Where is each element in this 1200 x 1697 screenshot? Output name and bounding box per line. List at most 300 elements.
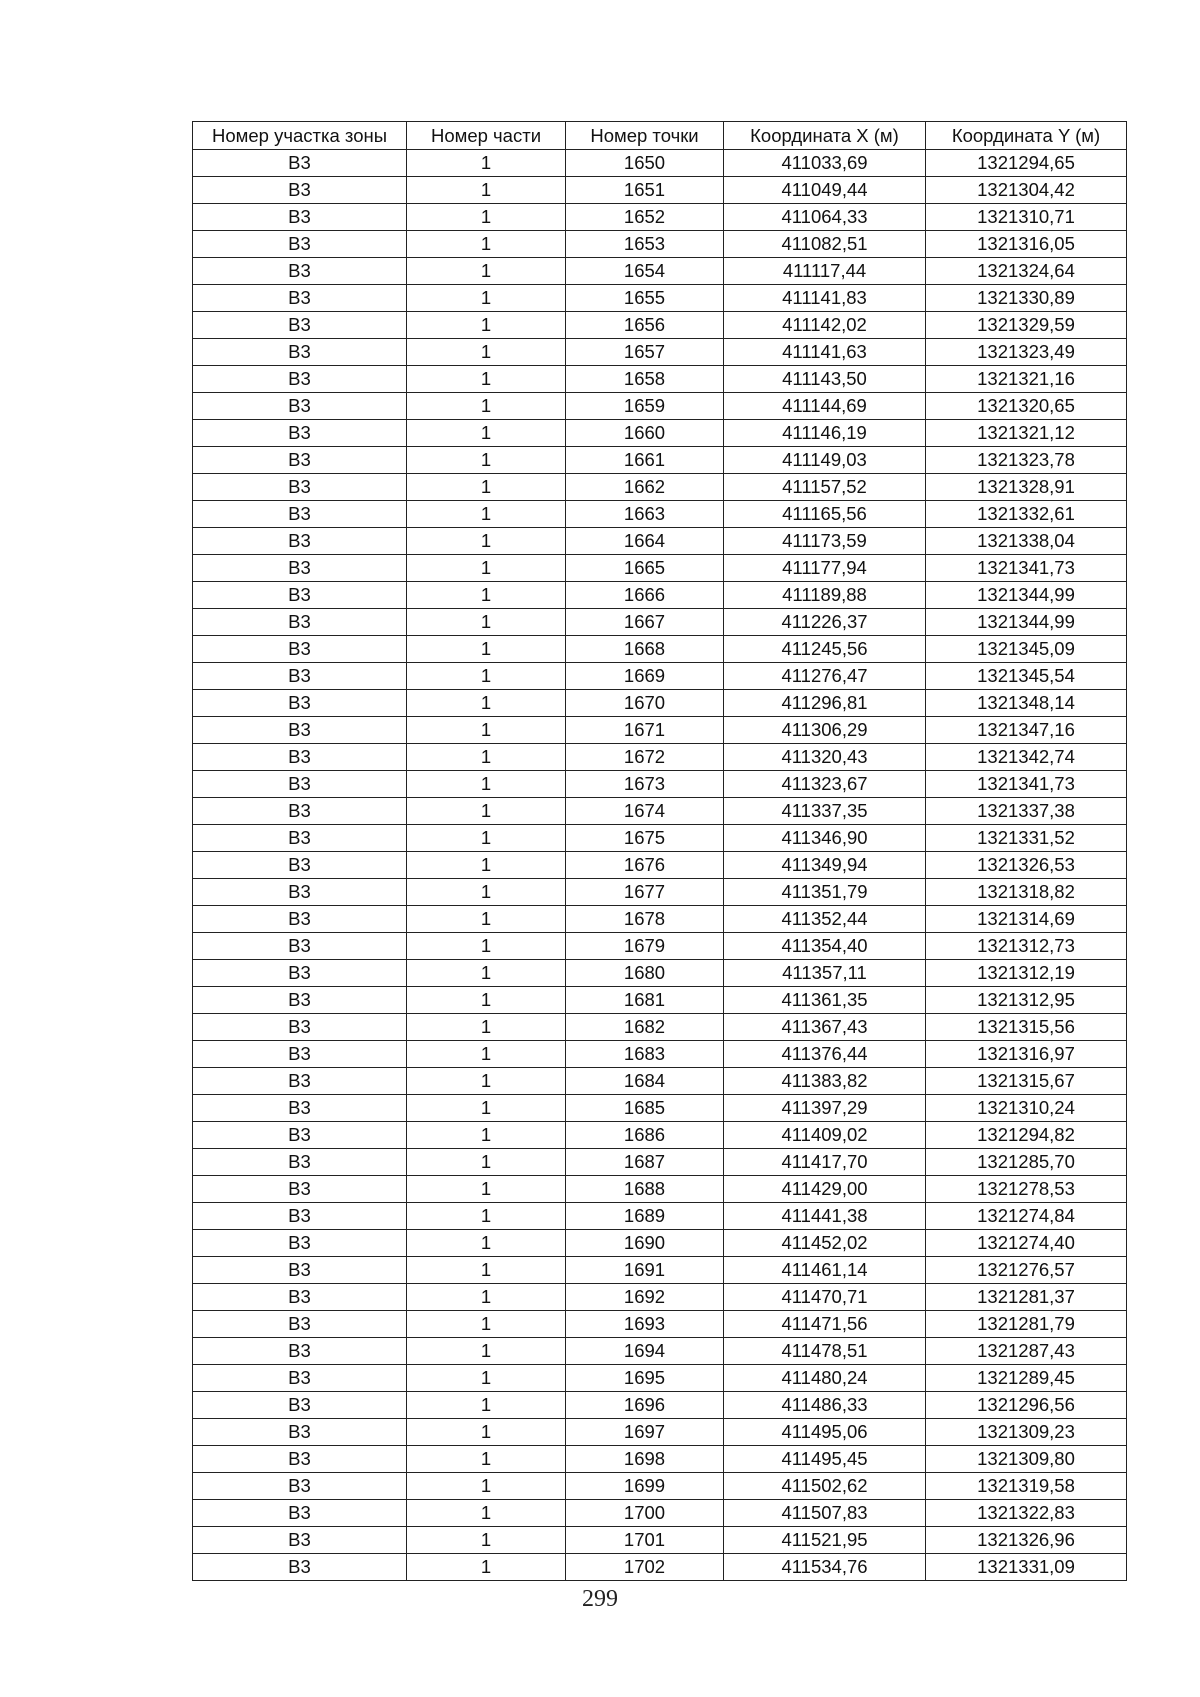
cell-part-number: 1 <box>407 609 566 636</box>
cell-point-number: 1701 <box>566 1527 724 1554</box>
cell-coordinate-y: 1321310,71 <box>926 204 1127 231</box>
cell-zone-section: В3 <box>193 1284 407 1311</box>
table-row <box>193 1095 1127 1122</box>
cell-coordinate-x: 411082,51 <box>724 231 926 258</box>
cell-coordinate-x: 411429,00 <box>724 1176 926 1203</box>
cell-zone-section: В3 <box>193 1554 407 1581</box>
cell-point-number: 1681 <box>566 987 724 1014</box>
cell-coordinate-x: 411142,02 <box>724 312 926 339</box>
cell-part-number: 1 <box>407 1203 566 1230</box>
cell-part-number: 1 <box>407 1014 566 1041</box>
cell-part-number: 1 <box>407 204 566 231</box>
cell-coordinate-y: 1321281,37 <box>926 1284 1127 1311</box>
cell-coordinate-y: 1321321,12 <box>926 420 1127 447</box>
cell-point-number: 1693 <box>566 1311 724 1338</box>
cell-part-number: 1 <box>407 744 566 771</box>
cell-coordinate-x: 411461,14 <box>724 1257 926 1284</box>
cell-point-number: 1664 <box>566 528 724 555</box>
cell-coordinate-x: 411049,44 <box>724 177 926 204</box>
cell-zone-section: В3 <box>193 150 407 177</box>
table-row <box>193 1257 1127 1284</box>
cell-coordinate-y: 1321348,14 <box>926 690 1127 717</box>
cell-coordinate-y: 1321294,82 <box>926 1122 1127 1149</box>
table-row <box>193 798 1127 825</box>
cell-part-number: 1 <box>407 312 566 339</box>
cell-zone-section: В3 <box>193 690 407 717</box>
page-number: 299 <box>582 1586 618 1612</box>
cell-zone-section: В3 <box>193 798 407 825</box>
cell-zone-section: В3 <box>193 1176 407 1203</box>
cell-zone-section: В3 <box>193 744 407 771</box>
header-coordinate-x: Координата X (м) <box>724 122 926 150</box>
cell-part-number: 1 <box>407 798 566 825</box>
cell-part-number: 1 <box>407 1257 566 1284</box>
cell-coordinate-y: 1321296,56 <box>926 1392 1127 1419</box>
cell-part-number: 1 <box>407 474 566 501</box>
cell-coordinate-y: 1321329,59 <box>926 312 1127 339</box>
table-row <box>193 312 1127 339</box>
cell-point-number: 1653 <box>566 231 724 258</box>
cell-coordinate-x: 411495,45 <box>724 1446 926 1473</box>
cell-point-number: 1678 <box>566 906 724 933</box>
cell-coordinate-y: 1321342,74 <box>926 744 1127 771</box>
cell-zone-section: В3 <box>193 609 407 636</box>
cell-part-number: 1 <box>407 285 566 312</box>
cell-zone-section: В3 <box>193 1527 407 1554</box>
cell-zone-section: В3 <box>193 987 407 1014</box>
cell-part-number: 1 <box>407 501 566 528</box>
cell-coordinate-x: 411144,69 <box>724 393 926 420</box>
cell-coordinate-y: 1321324,64 <box>926 258 1127 285</box>
cell-coordinate-x: 411146,19 <box>724 420 926 447</box>
header-part-number: Номер части <box>407 122 566 150</box>
cell-coordinate-y: 1321318,82 <box>926 879 1127 906</box>
cell-zone-section: В3 <box>193 258 407 285</box>
cell-coordinate-x: 411502,62 <box>724 1473 926 1500</box>
cell-zone-section: В3 <box>193 474 407 501</box>
cell-part-number: 1 <box>407 717 566 744</box>
cell-point-number: 1697 <box>566 1419 724 1446</box>
cell-zone-section: В3 <box>193 420 407 447</box>
cell-zone-section: В3 <box>193 1338 407 1365</box>
cell-zone-section: В3 <box>193 1230 407 1257</box>
cell-zone-section: В3 <box>193 1257 407 1284</box>
cell-coordinate-x: 411441,38 <box>724 1203 926 1230</box>
cell-part-number: 1 <box>407 1284 566 1311</box>
cell-point-number: 1660 <box>566 420 724 447</box>
cell-part-number: 1 <box>407 258 566 285</box>
table-row <box>193 852 1127 879</box>
cell-part-number: 1 <box>407 1473 566 1500</box>
header-point-number: Номер точки <box>566 122 724 150</box>
cell-point-number: 1695 <box>566 1365 724 1392</box>
cell-coordinate-x: 411117,44 <box>724 258 926 285</box>
cell-zone-section: В3 <box>193 1068 407 1095</box>
cell-coordinate-y: 1321309,80 <box>926 1446 1127 1473</box>
table-row <box>193 717 1127 744</box>
cell-coordinate-y: 1321274,84 <box>926 1203 1127 1230</box>
table-row <box>193 420 1127 447</box>
cell-coordinate-x: 411323,67 <box>724 771 926 798</box>
cell-coordinate-y: 1321316,97 <box>926 1041 1127 1068</box>
cell-coordinate-x: 411521,95 <box>724 1527 926 1554</box>
table-row <box>193 771 1127 798</box>
cell-point-number: 1696 <box>566 1392 724 1419</box>
cell-part-number: 1 <box>407 582 566 609</box>
cell-part-number: 1 <box>407 150 566 177</box>
cell-zone-section: В3 <box>193 447 407 474</box>
cell-coordinate-x: 411352,44 <box>724 906 926 933</box>
table-row <box>193 1500 1127 1527</box>
cell-coordinate-x: 411471,56 <box>724 1311 926 1338</box>
table-row <box>193 1203 1127 1230</box>
cell-point-number: 1666 <box>566 582 724 609</box>
cell-zone-section: В3 <box>193 1095 407 1122</box>
cell-coordinate-x: 411486,33 <box>724 1392 926 1419</box>
table-row <box>193 960 1127 987</box>
cell-coordinate-y: 1321321,16 <box>926 366 1127 393</box>
cell-coordinate-x: 411417,70 <box>724 1149 926 1176</box>
cell-part-number: 1 <box>407 1230 566 1257</box>
cell-point-number: 1651 <box>566 177 724 204</box>
cell-part-number: 1 <box>407 690 566 717</box>
cell-zone-section: В3 <box>193 771 407 798</box>
cell-point-number: 1685 <box>566 1095 724 1122</box>
cell-point-number: 1675 <box>566 825 724 852</box>
cell-part-number: 1 <box>407 231 566 258</box>
table-row <box>193 636 1127 663</box>
cell-part-number: 1 <box>407 1419 566 1446</box>
cell-coordinate-y: 1321309,23 <box>926 1419 1127 1446</box>
cell-part-number: 1 <box>407 1338 566 1365</box>
cell-coordinate-y: 1321341,73 <box>926 771 1127 798</box>
cell-coordinate-x: 411478,51 <box>724 1338 926 1365</box>
table-row <box>193 906 1127 933</box>
table-header-row <box>193 122 1127 150</box>
cell-part-number: 1 <box>407 339 566 366</box>
table-row <box>193 1311 1127 1338</box>
cell-point-number: 1684 <box>566 1068 724 1095</box>
cell-part-number: 1 <box>407 663 566 690</box>
cell-zone-section: В3 <box>193 852 407 879</box>
table-row <box>193 1338 1127 1365</box>
cell-zone-section: В3 <box>193 1446 407 1473</box>
cell-point-number: 1702 <box>566 1554 724 1581</box>
cell-coordinate-x: 411367,43 <box>724 1014 926 1041</box>
cell-coordinate-y: 1321337,38 <box>926 798 1127 825</box>
cell-part-number: 1 <box>407 1041 566 1068</box>
cell-zone-section: В3 <box>193 393 407 420</box>
cell-coordinate-x: 411276,47 <box>724 663 926 690</box>
cell-point-number: 1657 <box>566 339 724 366</box>
cell-point-number: 1691 <box>566 1257 724 1284</box>
cell-point-number: 1698 <box>566 1446 724 1473</box>
cell-point-number: 1654 <box>566 258 724 285</box>
cell-zone-section: В3 <box>193 339 407 366</box>
cell-part-number: 1 <box>407 1554 566 1581</box>
cell-point-number: 1694 <box>566 1338 724 1365</box>
cell-coordinate-y: 1321304,42 <box>926 177 1127 204</box>
cell-point-number: 1669 <box>566 663 724 690</box>
cell-coordinate-y: 1321338,04 <box>926 528 1127 555</box>
table-row <box>193 1446 1127 1473</box>
table-row <box>193 204 1127 231</box>
cell-coordinate-y: 1321345,09 <box>926 636 1127 663</box>
coordinates-table <box>192 121 1127 1581</box>
cell-point-number: 1682 <box>566 1014 724 1041</box>
cell-zone-section: В3 <box>193 1311 407 1338</box>
cell-coordinate-y: 1321326,53 <box>926 852 1127 879</box>
cell-zone-section: В3 <box>193 1041 407 1068</box>
cell-point-number: 1687 <box>566 1149 724 1176</box>
cell-part-number: 1 <box>407 636 566 663</box>
table-row <box>193 744 1127 771</box>
cell-coordinate-x: 411157,52 <box>724 474 926 501</box>
table-row <box>193 690 1127 717</box>
cell-coordinate-y: 1321332,61 <box>926 501 1127 528</box>
header-zone-section: Номер участка зоны <box>193 122 407 150</box>
cell-coordinate-y: 1321341,73 <box>926 555 1127 582</box>
cell-coordinate-x: 411354,40 <box>724 933 926 960</box>
cell-zone-section: В3 <box>193 582 407 609</box>
table-row <box>193 987 1127 1014</box>
cell-point-number: 1676 <box>566 852 724 879</box>
cell-coordinate-x: 411143,50 <box>724 366 926 393</box>
cell-part-number: 1 <box>407 771 566 798</box>
cell-point-number: 1668 <box>566 636 724 663</box>
cell-point-number: 1663 <box>566 501 724 528</box>
cell-coordinate-x: 411480,24 <box>724 1365 926 1392</box>
cell-part-number: 1 <box>407 1500 566 1527</box>
cell-zone-section: В3 <box>193 204 407 231</box>
cell-coordinate-y: 1321315,67 <box>926 1068 1127 1095</box>
cell-point-number: 1692 <box>566 1284 724 1311</box>
cell-coordinate-x: 411351,79 <box>724 879 926 906</box>
table-row <box>193 528 1127 555</box>
cell-point-number: 1670 <box>566 690 724 717</box>
table-row <box>193 1284 1127 1311</box>
cell-part-number: 1 <box>407 555 566 582</box>
cell-point-number: 1680 <box>566 960 724 987</box>
cell-coordinate-x: 411470,71 <box>724 1284 926 1311</box>
cell-coordinate-y: 1321314,69 <box>926 906 1127 933</box>
cell-part-number: 1 <box>407 1392 566 1419</box>
cell-zone-section: В3 <box>193 663 407 690</box>
cell-coordinate-x: 411495,06 <box>724 1419 926 1446</box>
cell-point-number: 1650 <box>566 150 724 177</box>
table-row <box>193 1527 1127 1554</box>
table-row <box>193 1122 1127 1149</box>
cell-coordinate-x: 411165,56 <box>724 501 926 528</box>
cell-part-number: 1 <box>407 987 566 1014</box>
cell-point-number: 1686 <box>566 1122 724 1149</box>
cell-zone-section: В3 <box>193 636 407 663</box>
cell-coordinate-x: 411177,94 <box>724 555 926 582</box>
cell-part-number: 1 <box>407 447 566 474</box>
cell-point-number: 1656 <box>566 312 724 339</box>
cell-part-number: 1 <box>407 1149 566 1176</box>
cell-point-number: 1679 <box>566 933 724 960</box>
cell-point-number: 1658 <box>566 366 724 393</box>
cell-zone-section: В3 <box>193 825 407 852</box>
cell-part-number: 1 <box>407 825 566 852</box>
cell-coordinate-y: 1321345,54 <box>926 663 1127 690</box>
cell-coordinate-x: 411534,76 <box>724 1554 926 1581</box>
cell-coordinate-y: 1321276,57 <box>926 1257 1127 1284</box>
table-row <box>193 1176 1127 1203</box>
table-row <box>193 1230 1127 1257</box>
cell-coordinate-y: 1321322,83 <box>926 1500 1127 1527</box>
table-row <box>193 1365 1127 1392</box>
cell-coordinate-y: 1321344,99 <box>926 582 1127 609</box>
cell-coordinate-y: 1321316,05 <box>926 231 1127 258</box>
cell-coordinate-x: 411296,81 <box>724 690 926 717</box>
cell-coordinate-y: 1321289,45 <box>926 1365 1127 1392</box>
cell-zone-section: В3 <box>193 1365 407 1392</box>
table-row <box>193 258 1127 285</box>
cell-zone-section: В3 <box>193 231 407 258</box>
cell-part-number: 1 <box>407 879 566 906</box>
table-row <box>193 339 1127 366</box>
cell-part-number: 1 <box>407 177 566 204</box>
cell-coordinate-y: 1321281,79 <box>926 1311 1127 1338</box>
cell-part-number: 1 <box>407 1068 566 1095</box>
cell-zone-section: В3 <box>193 933 407 960</box>
cell-point-number: 1689 <box>566 1203 724 1230</box>
cell-part-number: 1 <box>407 393 566 420</box>
table-row <box>193 285 1127 312</box>
table-row <box>193 1041 1127 1068</box>
cell-point-number: 1683 <box>566 1041 724 1068</box>
cell-coordinate-x: 411245,56 <box>724 636 926 663</box>
cell-coordinate-x: 411306,29 <box>724 717 926 744</box>
cell-coordinate-y: 1321328,91 <box>926 474 1127 501</box>
cell-zone-section: В3 <box>193 906 407 933</box>
cell-zone-section: В3 <box>193 366 407 393</box>
cell-coordinate-x: 411141,83 <box>724 285 926 312</box>
cell-coordinate-y: 1321344,99 <box>926 609 1127 636</box>
table-row <box>193 1392 1127 1419</box>
cell-zone-section: В3 <box>193 717 407 744</box>
cell-coordinate-x: 411507,83 <box>724 1500 926 1527</box>
cell-point-number: 1688 <box>566 1176 724 1203</box>
cell-point-number: 1673 <box>566 771 724 798</box>
table-row <box>193 177 1127 204</box>
cell-point-number: 1652 <box>566 204 724 231</box>
cell-coordinate-y: 1321331,09 <box>926 1554 1127 1581</box>
cell-zone-section: В3 <box>193 1500 407 1527</box>
cell-part-number: 1 <box>407 366 566 393</box>
cell-part-number: 1 <box>407 906 566 933</box>
table-row <box>193 366 1127 393</box>
cell-coordinate-x: 411361,35 <box>724 987 926 1014</box>
table-row <box>193 1014 1127 1041</box>
cell-coordinate-y: 1321310,24 <box>926 1095 1127 1122</box>
cell-coordinate-y: 1321312,73 <box>926 933 1127 960</box>
cell-coordinate-y: 1321312,19 <box>926 960 1127 987</box>
cell-point-number: 1662 <box>566 474 724 501</box>
table-row <box>193 663 1127 690</box>
table-body <box>193 150 1127 1581</box>
table-row <box>193 879 1127 906</box>
cell-zone-section: В3 <box>193 1473 407 1500</box>
cell-coordinate-x: 411376,44 <box>724 1041 926 1068</box>
cell-part-number: 1 <box>407 852 566 879</box>
header-coordinate-y: Координата Y (м) <box>926 122 1127 150</box>
table-row <box>193 393 1127 420</box>
cell-coordinate-x: 411383,82 <box>724 1068 926 1095</box>
cell-coordinate-y: 1321287,43 <box>926 1338 1127 1365</box>
cell-point-number: 1667 <box>566 609 724 636</box>
cell-zone-section: В3 <box>193 1392 407 1419</box>
cell-point-number: 1665 <box>566 555 724 582</box>
cell-coordinate-x: 411409,02 <box>724 1122 926 1149</box>
table-row <box>193 447 1127 474</box>
cell-coordinate-x: 411320,43 <box>724 744 926 771</box>
cell-coordinate-y: 1321323,78 <box>926 447 1127 474</box>
table-row <box>193 501 1127 528</box>
cell-coordinate-y: 1321312,95 <box>926 987 1127 1014</box>
cell-point-number: 1661 <box>566 447 724 474</box>
cell-coordinate-y: 1321274,40 <box>926 1230 1127 1257</box>
cell-coordinate-y: 1321285,70 <box>926 1149 1127 1176</box>
cell-zone-section: В3 <box>193 1203 407 1230</box>
cell-point-number: 1655 <box>566 285 724 312</box>
cell-point-number: 1674 <box>566 798 724 825</box>
table-row <box>193 1554 1127 1581</box>
cell-coordinate-y: 1321323,49 <box>926 339 1127 366</box>
cell-part-number: 1 <box>407 1365 566 1392</box>
cell-coordinate-x: 411033,69 <box>724 150 926 177</box>
table-row <box>193 933 1127 960</box>
cell-zone-section: В3 <box>193 1122 407 1149</box>
cell-coordinate-y: 1321278,53 <box>926 1176 1127 1203</box>
table-row <box>193 555 1127 582</box>
cell-part-number: 1 <box>407 1095 566 1122</box>
table-row <box>193 150 1127 177</box>
cell-point-number: 1690 <box>566 1230 724 1257</box>
cell-coordinate-y: 1321331,52 <box>926 825 1127 852</box>
cell-point-number: 1672 <box>566 744 724 771</box>
cell-coordinate-y: 1321319,58 <box>926 1473 1127 1500</box>
cell-zone-section: В3 <box>193 285 407 312</box>
cell-coordinate-y: 1321315,56 <box>926 1014 1127 1041</box>
cell-coordinate-y: 1321347,16 <box>926 717 1127 744</box>
cell-zone-section: В3 <box>193 879 407 906</box>
cell-zone-section: В3 <box>193 1419 407 1446</box>
cell-point-number: 1659 <box>566 393 724 420</box>
cell-coordinate-y: 1321326,96 <box>926 1527 1127 1554</box>
cell-coordinate-x: 411452,02 <box>724 1230 926 1257</box>
cell-zone-section: В3 <box>193 1014 407 1041</box>
table-row <box>193 1473 1127 1500</box>
cell-part-number: 1 <box>407 420 566 447</box>
table-row <box>193 609 1127 636</box>
cell-part-number: 1 <box>407 1176 566 1203</box>
cell-coordinate-x: 411189,88 <box>724 582 926 609</box>
cell-coordinate-x: 411337,35 <box>724 798 926 825</box>
cell-coordinate-x: 411064,33 <box>724 204 926 231</box>
table-row <box>193 1149 1127 1176</box>
cell-zone-section: В3 <box>193 177 407 204</box>
cell-part-number: 1 <box>407 1446 566 1473</box>
cell-part-number: 1 <box>407 960 566 987</box>
cell-coordinate-x: 411149,03 <box>724 447 926 474</box>
table-row <box>193 231 1127 258</box>
cell-coordinate-x: 411226,37 <box>724 609 926 636</box>
cell-zone-section: В3 <box>193 312 407 339</box>
table-row <box>193 582 1127 609</box>
